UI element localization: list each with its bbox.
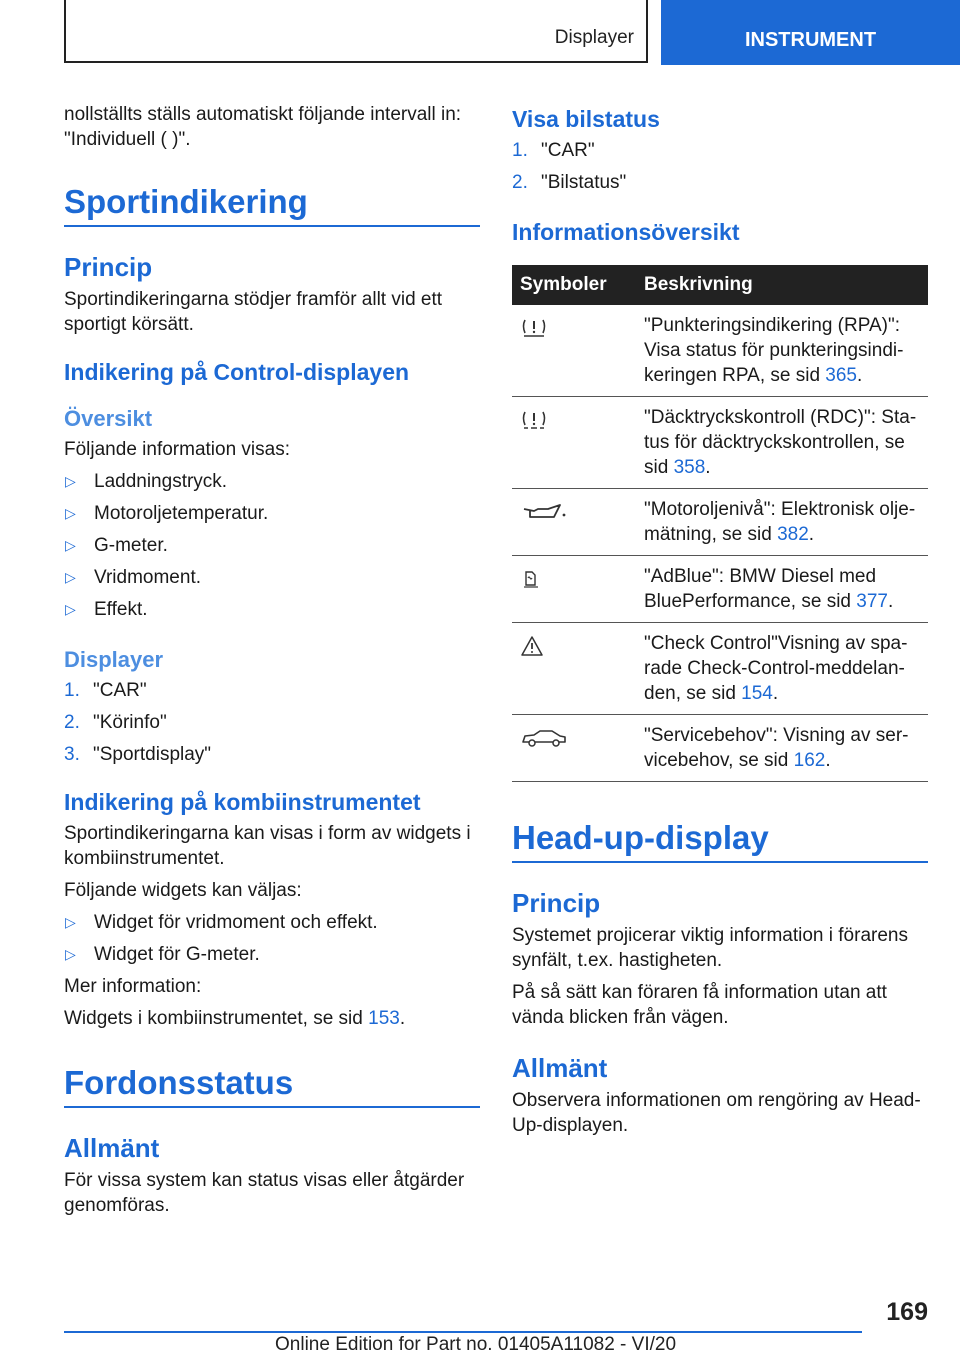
mer-info-text: Mer information:: [64, 976, 202, 997]
page-header: [0, 0, 960, 66]
bullet-triangle-icon: ▷: [65, 914, 76, 930]
list-item: 2. "Körinfo": [64, 712, 167, 733]
header-section-title: Displayer: [554, 27, 634, 48]
page-link[interactable]: 162: [793, 750, 826, 771]
intro-paragraph: nollställts ställs automatiskt följande intervall in: "Individuell ( )".: [64, 104, 462, 150]
bullet-triangle-icon: ▷: [65, 946, 76, 962]
table-header-row: [512, 265, 928, 305]
widgets-text: Följande widgets kan väljas:: [64, 880, 302, 901]
bullet-triangle-icon: ▷: [65, 537, 76, 553]
list-item: ▷ Laddningstryck.: [65, 471, 228, 492]
list-item: ▷ Effekt.: [65, 599, 148, 620]
symbol-table: [512, 265, 928, 782]
displayer-steps: [64, 678, 480, 767]
list-item: 1. "CAR": [512, 140, 595, 161]
adblue-icon: [520, 568, 542, 590]
table-row: "Servicebehov": Visning av servicebehov, se sid 162.: [512, 715, 928, 782]
list-item: 1. "CAR": [64, 680, 147, 701]
page-link[interactable]: 365: [825, 365, 857, 386]
sportindikering-heading: Sportindikering: [64, 182, 480, 227]
widgets-reference: Widgets i kombiinstrumentet, se sid 153.: [64, 1008, 406, 1029]
page-link[interactable]: 382: [777, 524, 809, 545]
warning-triangle-icon: [520, 635, 544, 657]
list-item: ▷ Widget för G-meter.: [65, 944, 260, 965]
right-column: [512, 100, 928, 1138]
list-item: ▷ G-meter.: [65, 535, 168, 556]
oversikt-list: [64, 469, 480, 622]
footer-edition: Online Edition for Part no. 01405A11082 - VI/20: [275, 1334, 677, 1355]
princip-text: Sportindikeringarna stödjer framför allt vid ett sportigt körsätt.: [64, 289, 443, 335]
visa-steps: [512, 138, 928, 195]
list-item: ▷ Widget för vridmoment och effekt.: [65, 912, 378, 933]
hud-allmant-heading: Allmänt: [512, 1053, 608, 1083]
page-link[interactable]: 377: [856, 591, 888, 612]
page-number: 169: [886, 1298, 928, 1326]
visa-bilstatus-heading: Visa bilstatus: [512, 106, 660, 132]
hud-princip-heading: Princip: [512, 888, 601, 918]
bullet-triangle-icon: ▷: [65, 473, 76, 489]
hud-princip-text-2: På så sätt kan föraren få information utan att vända blicken från vägen.: [512, 982, 887, 1028]
oversikt-heading: Översikt: [64, 406, 153, 431]
list-item: ▷ Vridmoment.: [65, 567, 201, 588]
head-up-display-heading: Head-up-display: [512, 818, 928, 863]
widgets-list: [64, 910, 480, 967]
list-item: 3. "Sportdisplay": [64, 744, 212, 765]
fordonsstatus-heading: Fordonsstatus: [64, 1063, 480, 1108]
tire-pressure-icon: [520, 409, 548, 431]
bullet-triangle-icon: ▷: [65, 601, 76, 617]
table-row: "Punkteringsindikering (RPA)": Visa status för punkteringsindikeringen RPA, se sid 365.: [512, 305, 928, 397]
table-row: "Check Control"Visning av sparade Check-Control-meddelanden, se sid 154.: [512, 623, 928, 715]
hud-allmant-text: Observera informationen om rengöring av Head-Up-displayen.: [512, 1090, 921, 1136]
kombi-heading: Indikering på kombiinstrumentet: [64, 789, 421, 815]
page-link[interactable]: 154: [741, 683, 773, 704]
allmant-text: För vissa system kan status visas eller åtgärder genomföras.: [64, 1170, 465, 1216]
kombi-text: Sportindikeringarna kan visas i form av widgets i kombiinstrumentet.: [64, 823, 471, 869]
footer-divider: [64, 1331, 862, 1333]
car-service-icon: [520, 727, 568, 749]
allmant-heading: Allmänt: [64, 1133, 160, 1163]
bullet-triangle-icon: ▷: [65, 569, 76, 585]
header-section-box: [64, 0, 648, 63]
list-item: 2. "Bilstatus": [512, 172, 627, 193]
table-header-beskrivning: Beskrivning: [636, 265, 928, 305]
page-link[interactable]: 358: [673, 457, 706, 478]
displayer-heading: Displayer: [64, 647, 164, 672]
tire-warning-icon: [520, 317, 548, 339]
informationsoversikt-heading: Informationsöversikt: [512, 219, 740, 245]
left-column: [64, 100, 480, 1218]
princip-heading: Princip: [64, 252, 153, 282]
page-link[interactable]: 153: [368, 1008, 400, 1029]
list-item: ▷ Motoroljetemperatur.: [65, 503, 269, 524]
oversikt-text: Följande information visas:: [64, 439, 290, 460]
table-row: "Däcktryckskontroll (RDC)": Status för däcktryckskontrollen, se sid 358.: [512, 397, 928, 489]
oil-can-icon: [520, 501, 568, 523]
control-display-heading: Indikering på Control-displayen: [64, 359, 410, 385]
bullet-triangle-icon: ▷: [65, 505, 76, 521]
table-header-symboler: Symboler: [512, 265, 636, 305]
header-chapter-tab[interactable]: INSTRUMENT: [661, 0, 960, 65]
table-row: "AdBlue": BMW Diesel med BluePerformance, se sid 377.: [512, 556, 928, 623]
table-row: "Motoroljenivå": Elektronisk oljemätning, se sid 382.: [512, 489, 928, 556]
hud-princip-text-1: Systemet projicerar viktig information i förarens synfält, t.ex. hastigheten.: [512, 925, 908, 971]
